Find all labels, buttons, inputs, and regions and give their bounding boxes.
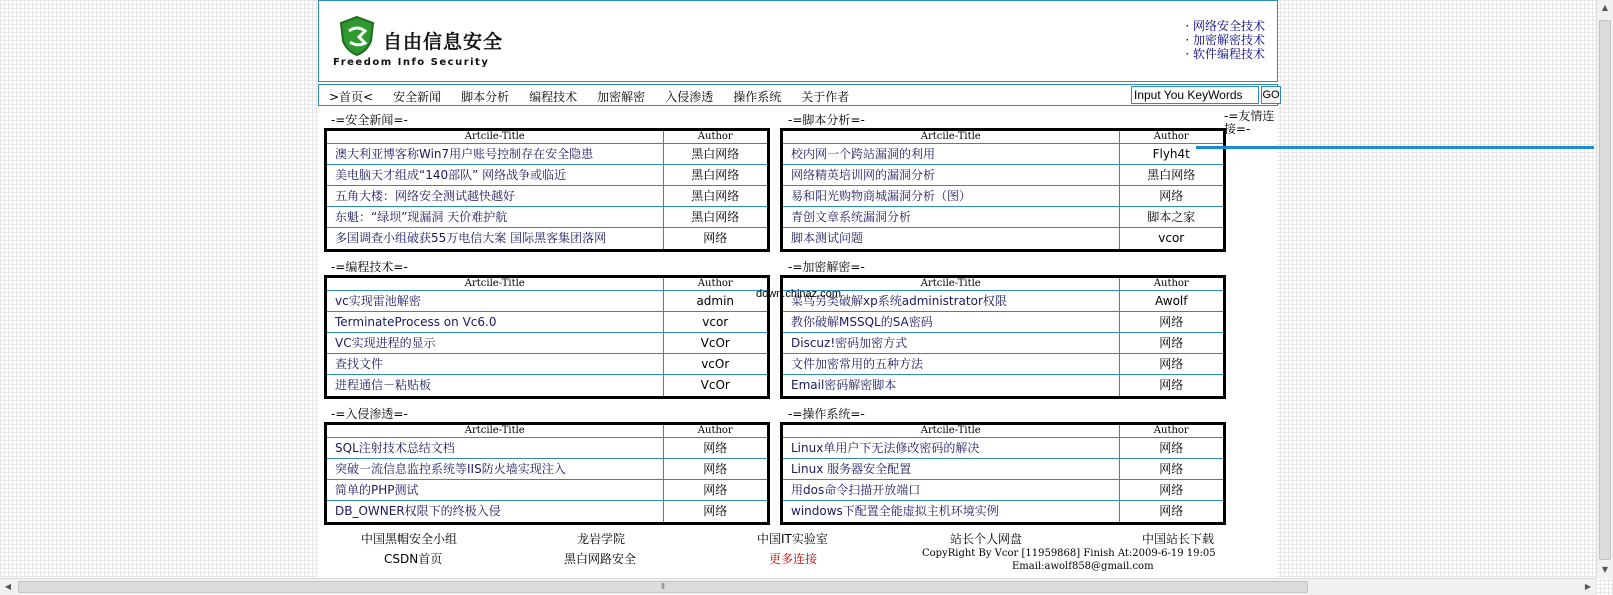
article-title-link[interactable]: 进程通信－粘贴板 [327,375,663,396]
search-input[interactable] [1131,86,1259,104]
section-title-encryption: -=加密解密=- [788,260,865,274]
table-row [327,459,767,480]
article-author: 网络 [663,480,767,501]
footer-link[interactable]: CSDN首页 [384,552,443,566]
column-header-title: Artcile-Title [327,425,663,438]
scroll-right-arrow-icon[interactable]: ▶ [1584,582,1592,591]
go-button[interactable]: GO [1261,86,1281,104]
shield-logo-icon [337,15,377,57]
section-title-intrusion: -=入侵渗透=- [331,407,408,421]
top-links-list [1185,19,1265,61]
article-title-link[interactable]: Email密码解密脚本 [783,375,1119,396]
site-logo[interactable] [331,15,521,71]
top-link-network-security[interactable]: · 网络安全技术 [1185,19,1265,33]
article-title-link[interactable]: 五角大楼：网络安全测试越快越好 [327,186,663,207]
table-header-row [327,425,767,438]
article-title-link[interactable]: 东魁：“绿坝”现漏洞 天价难护航 [327,207,663,228]
article-title-link[interactable]: 澳大利亚博客称Win7用户账号控制存在安全隐患 [327,144,663,165]
article-author: 网络 [1119,459,1223,480]
article-author: 网络 [1119,186,1223,207]
article-title-link[interactable]: 多国调查小组破获55万电信大案 国际黑客集团落网 [327,228,663,249]
table-row [327,291,767,312]
logo-chinese-text: 自由信息安全 [383,31,504,53]
article-author: 网络 [663,228,767,249]
table-header-row [327,131,767,144]
email-text: Email:awolf858@gmail.com [1012,561,1154,572]
article-title-link[interactable]: Discuz!密码加密方式 [783,333,1119,354]
table-row [327,354,767,375]
table-row [327,165,767,186]
article-title-link[interactable]: 菜鸟另类破解xp系统administrator权限 [783,291,1119,312]
table-row [783,501,1223,522]
column-header-title: Artcile-Title [327,131,663,144]
table-row [327,480,767,501]
article-author: 黑白网络 [663,144,767,165]
nav-bar [318,84,1278,106]
section-title-security-news: -=安全新闻=- [331,113,408,127]
article-title-link[interactable]: 突破一流信息监控系统等IIS防火墙实现注入 [327,459,663,480]
article-title-link[interactable]: 教你破解MSSQL的SA密码 [783,312,1119,333]
table-header-row [783,425,1223,438]
table-header-row [783,278,1223,291]
scroll-up-arrow-icon[interactable]: ▲ [1601,3,1609,12]
article-title-link[interactable]: 简单的PHP测试 [327,480,663,501]
column-header-author: Author [1119,425,1223,438]
horizontal-scrollbar[interactable] [0,578,1596,595]
logo-english-text: Freedom Info Security [333,57,490,68]
footer-link[interactable]: 中国黑帽安全小组 [361,532,458,546]
article-title-link[interactable]: SQL注射技术总结文档 [327,438,663,459]
article-author: 网络 [1119,480,1223,501]
table-row [327,333,767,354]
article-author: 黑白网络 [663,165,767,186]
blue-divider [1196,146,1594,149]
article-author: Awolf [1119,291,1223,312]
article-title-link[interactable]: Linux单用户下无法修改密码的解决 [783,438,1119,459]
table-row [327,438,767,459]
article-title-link[interactable]: windows下配置全能虚拟主机环境实例 [783,501,1119,522]
column-header-author: Author [663,425,767,438]
article-title-link[interactable]: DB_OWNER权限下的终极入侵 [327,501,663,522]
column-header-title: Artcile-Title [783,131,1119,144]
nav-item-security-news[interactable]: 安全新闻 [393,90,442,104]
friend-links-label: -=友情连接=- [1224,109,1275,136]
article-author: VcOr [663,375,767,396]
article-author: vcor [1119,228,1223,249]
article-box [324,422,770,525]
article-box [324,275,770,399]
article-title-link[interactable]: 美电脑天才组成“140部队” 网络战争或临近 [327,165,663,186]
article-title-link[interactable]: VC实现进程的显示 [327,333,663,354]
column-header-author: Author [663,278,767,291]
article-title-link[interactable]: 查找文件 [327,354,663,375]
article-author: 脚本之家 [1119,207,1223,228]
scroll-down-arrow-icon[interactable]: ▼ [1601,565,1609,574]
table-row [783,375,1223,396]
table-header-row [327,278,767,291]
nav-item-os[interactable]: 操作系统 [733,90,782,104]
vertical-scrollbar[interactable] [1596,0,1613,578]
article-title-link[interactable]: 用dos命令扫描开放端口 [783,480,1119,501]
article-title-link[interactable]: 脚本测试问题 [783,228,1119,249]
footer-link[interactable]: 黑白网路安全 [564,552,637,566]
watermark-text: down.chinaz.com [756,288,841,300]
article-author: 网络 [663,501,767,522]
vertical-scroll-thumb[interactable] [1599,20,1611,560]
top-link-encryption[interactable]: · 加密解密技术 [1185,33,1265,47]
table-row [783,438,1223,459]
table-row [327,207,767,228]
article-title-link[interactable]: 文件加密常用的五种方法 [783,354,1119,375]
section-title-script-analysis: -=脚本分析=- [788,113,865,127]
table-row [327,228,767,249]
nav-item-home[interactable]: >首页< [329,90,374,104]
table-row [327,144,767,165]
article-author: 网络 [1119,375,1223,396]
table-row [783,228,1223,249]
table-row [783,144,1223,165]
table-row [327,312,767,333]
column-header-author: Author [663,131,767,144]
article-box [780,422,1226,525]
table-header-row [783,131,1223,144]
table-row [783,480,1223,501]
footer-link[interactable]: 中国站长下载 [1142,532,1215,546]
article-box [780,128,1226,252]
table-row [327,375,767,396]
article-title-link[interactable]: 易和阳光购物商城漏洞分析（图） [783,186,1119,207]
article-author: admin [663,291,767,312]
article-author: 网络 [1119,501,1223,522]
article-title-link[interactable]: TerminateProcess on Vc6.0 [327,312,663,333]
nav-item-about[interactable]: 关于作者 [801,90,850,104]
nav-item-script-analysis[interactable]: 脚本分析 [461,90,510,104]
article-author: 网络 [663,459,767,480]
nav-item-encryption[interactable]: 加密解密 [597,90,646,104]
horizontal-scroll-thumb[interactable]: ⦀ [18,581,1308,593]
table-row [783,207,1223,228]
footer-link[interactable]: 站长个人网盘 [950,532,1023,546]
article-title-link[interactable]: 校内网一个跨站漏洞的利用 [783,144,1119,165]
scroll-left-arrow-icon[interactable]: ◀ [4,582,12,591]
article-author: VcOr [663,333,767,354]
table-row [783,291,1223,312]
column-header-author: Author [1119,278,1223,291]
footer-link[interactable]: 龙岩学院 [577,532,626,546]
top-link-programming[interactable]: · 软件编程技术 [1185,47,1265,61]
article-author: 网络 [663,438,767,459]
nav-item-programming[interactable]: 编程技术 [529,90,578,104]
column-header-title: Artcile-Title [327,278,663,291]
table-row [783,165,1223,186]
nav-item-intrusion[interactable]: 入侵渗透 [665,90,714,104]
article-author: Flyh4t [1119,144,1223,165]
article-title-link[interactable]: Linux 服务器安全配置 [783,459,1119,480]
site-header [318,0,1278,82]
article-author: 黑白网络 [1119,165,1223,186]
column-header-title: Artcile-Title [783,425,1119,438]
article-author: 黑白网络 [663,186,767,207]
article-author: 网络 [1119,354,1223,375]
article-author: 黑白网络 [663,207,767,228]
article-title-link[interactable]: vc实现雷池解密 [327,291,663,312]
footer-link[interactable]: 中国IT实验室 [757,532,828,546]
article-author: vcor [663,312,767,333]
table-row [783,186,1223,207]
article-title-link[interactable]: 青创文章系统漏洞分析 [783,207,1119,228]
table-row [327,186,767,207]
table-row [327,501,767,522]
table-row [783,333,1223,354]
table-row [783,354,1223,375]
article-title-link[interactable]: 网络精英培训网的漏洞分析 [783,165,1119,186]
more-links-link[interactable]: 更多连接 [769,552,818,566]
article-box [324,128,770,252]
article-author: 网络 [1119,438,1223,459]
article-box [780,275,1226,399]
table-row [783,459,1223,480]
copyright-text: CopyRight By Vcor [11959868] Finish At:2009-6-19 19:05 [922,548,1216,559]
article-author: 网络 [1119,312,1223,333]
section-title-programming: -=编程技术=- [331,260,408,274]
column-header-author: Author [1119,131,1223,144]
article-author: vcOr [663,354,767,375]
article-author: 网络 [1119,333,1223,354]
column-header-title: Artcile-Title [783,278,1119,291]
section-title-os: -=操作系统=- [788,407,865,421]
table-row [783,312,1223,333]
